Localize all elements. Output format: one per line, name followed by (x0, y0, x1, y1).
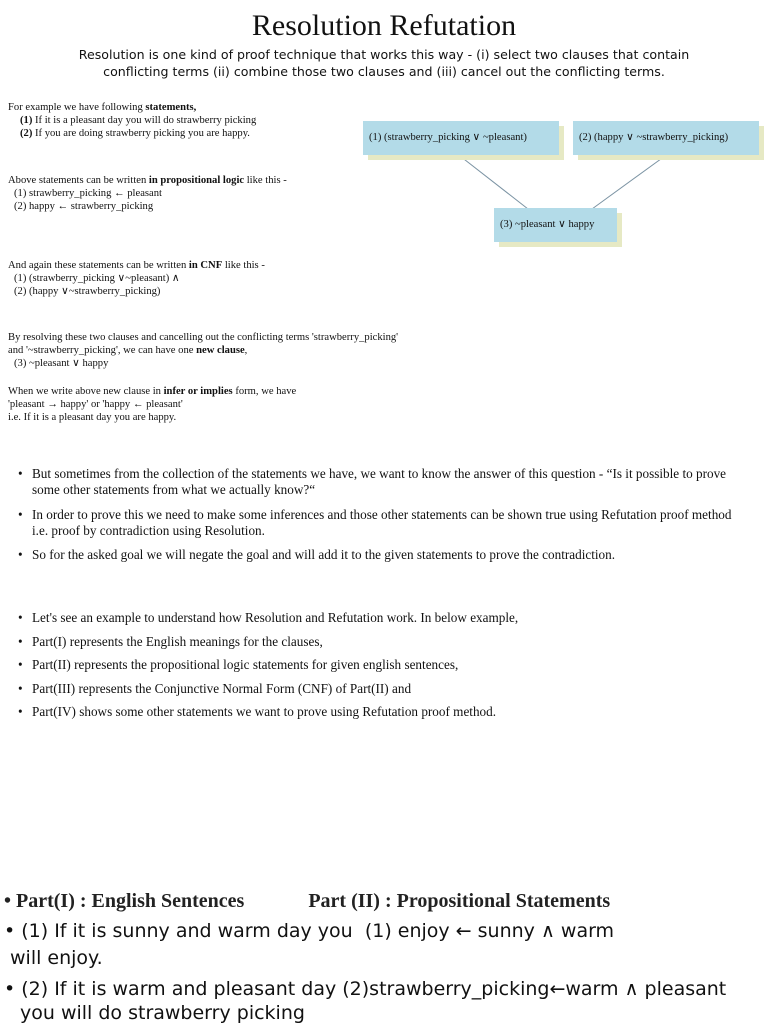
resolving-line-1: By resolving these two clauses and cancelling out the conflicting terms 'strawberry_picking' (8, 332, 399, 343)
propositional-lead: Above statements can be written in propositional logic like this - (8, 175, 287, 186)
intro-paragraph: Resolution is one kind of proof technique that works this way - (i) select two clauses that contain conflicting terms (ii) combine those two clauses and (iii) cancel out the conflicting terms. (78, 47, 690, 79)
diagram-clause-3: (3) ~pleasant ∨ happy (494, 208, 617, 242)
propositional-statement-2: (2)strawberry_picking←warm ∧ pleasant (342, 978, 727, 1000)
infer-lead: When we write above new clause in infer or implies form, we have (8, 386, 297, 397)
connector-line-2 (592, 156, 665, 209)
english-sentence-1: • (1) If it is sunny and warm day you (4, 920, 353, 942)
example-statement-1: (1) If it is a pleasant day you will do strawberry picking (20, 115, 257, 126)
parts-section (4, 888, 768, 1023)
list-item: • So for the asked goal we will negate the goal and will add it to the given statements to prove the contradiction. (16, 547, 736, 563)
propositional-line-1: (1) strawberry_picking ← pleasant (14, 188, 162, 199)
diagram-clause-1: (1) (strawberry_picking ∨ ~pleasant) (363, 121, 559, 155)
list-item: • Part(IV) shows some other statements we want to prove using Refutation proof method. (16, 704, 756, 720)
list-item: • Part(III) represents the Conjunctive Normal Form (CNF) of Part(II) and (16, 681, 756, 697)
example-statement-2: (2) If you are doing strawberry picking you are happy. (20, 128, 250, 139)
list-item: • Part(I) represents the English meanings for the clauses, (16, 634, 756, 650)
part-1-heading: • Part(I) : English Sentences (4, 890, 245, 912)
list-item: • In order to prove this we need to make some inferences and those other statements can be shown true using Refutation proof method i.e. proof by contradiction using Resolution. (16, 507, 736, 538)
cnf-lead: And again these statements can be written in CNF like this - (8, 260, 265, 271)
list-item: • But sometimes from the collection of the statements we have, we want to know the answer of this question - “Is it possible to prove some other statements from what we actually know?“ (16, 466, 736, 497)
connector-line-1 (460, 156, 528, 209)
english-sentence-1-continued: will enjoy. (10, 947, 103, 969)
infer-block (8, 385, 296, 424)
cnf-line-1: (1) (strawberry_picking ∨~pleasant) ∧ (14, 273, 180, 284)
resolving-new-clause: (3) ~pleasant ∨ happy (14, 358, 109, 369)
parts-headings (4, 888, 768, 915)
propositional-statement-1: (1) enjoy ← sunny ∧ warm (364, 920, 615, 942)
list-item: • Let's see an example to understand how Resolution and Refutation work. In below example, (16, 610, 756, 626)
infer-line-2: 'pleasant → happy' or 'happy ← pleasant' (8, 399, 183, 410)
part-row-1 (4, 918, 768, 945)
part-2-heading: Part (II) : Propositional Statements (308, 890, 611, 912)
bullet-list-example (16, 610, 756, 720)
english-sentence-2-continued: you will do strawberry picking (20, 1002, 305, 1024)
part-row-2 (4, 976, 768, 1003)
bullet-list-questions (16, 466, 736, 563)
resolving-block (8, 331, 398, 370)
diagram-clause-2: (2) (happy ∨ ~strawberry_picking) (573, 121, 759, 155)
infer-line-3: i.e. If it is a pleasant day you are happy. (8, 412, 177, 423)
propositional-line-2: (2) happy ← strawberry_picking (14, 201, 154, 212)
english-sentence-2: • (2) If it is warm and pleasant day (4, 978, 337, 1000)
list-item: • Part(II) represents the propositional logic statements for given english sentences, (16, 657, 756, 673)
resolving-line-2: and '~strawberry_picking', we can have one new clause, (8, 345, 248, 356)
page-title: Resolution Refutation (251, 9, 517, 42)
example-lead: For example we have following statements, (8, 102, 197, 113)
cnf-line-2: (2) (happy ∨~strawberry_picking) (14, 286, 161, 297)
